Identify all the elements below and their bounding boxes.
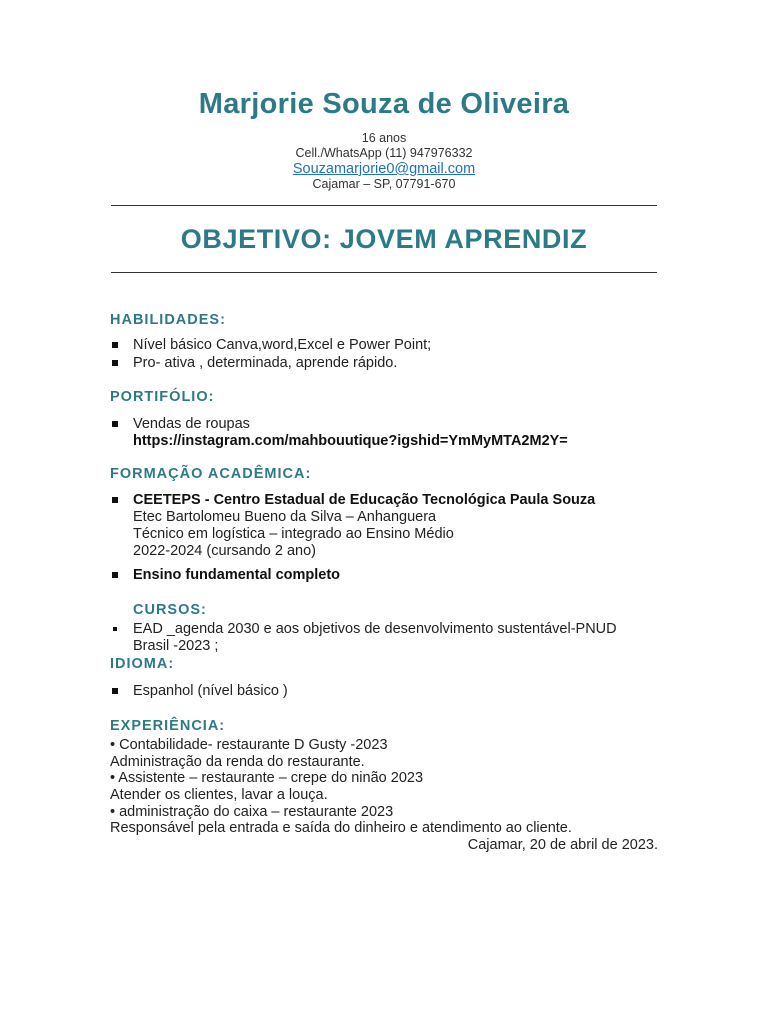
skill-item: Pro- ativa , determinada, aprende rápido. — [133, 355, 398, 371]
school-detail: Etec Bartolomeu Bueno da Silva – Anhanguera — [133, 509, 437, 525]
skill-item: Nível básico Canva,word,Excel e Power Point; — [133, 337, 432, 353]
objective-title: OBJETIVO: JOVEM APRENDIZ — [180, 224, 588, 254]
age: 16 anos — [361, 131, 407, 145]
experience-line: • Assistente – restaurante – crepe do ninão 2023 — [110, 770, 424, 786]
experience-line: Atender os clientes, lavar a louça. — [110, 787, 328, 803]
email-link[interactable]: Souzamarjorie0@gmail.com — [292, 161, 476, 177]
experience-line: Administração da renda do restaurante. — [110, 754, 365, 770]
skills-heading: HABILIDADES: — [110, 312, 226, 328]
experience-line: • Contabilidade- restaurante D Gusty -2023 — [110, 737, 388, 753]
divider-bottom — [111, 272, 657, 273]
candidate-name: Marjorie Souza de Oliveira — [198, 88, 570, 120]
divider-top — [111, 205, 657, 206]
language-heading: IDIOMA: — [110, 656, 175, 672]
signature-date: Cajamar, 20 de abril de 2023. — [467, 837, 658, 853]
address: Cajamar – SP, 07791-670 — [312, 177, 456, 191]
portfolio-link[interactable]: https://instagram.com/mahbouutique?igshid=YmMyMTA2M2Y= — [133, 433, 568, 449]
bullet-icon — [112, 342, 118, 348]
school-name: CEETEPS - Centro Estadual de Educação Tecnológica Paula Souza — [133, 492, 596, 508]
bullet-icon — [112, 421, 118, 427]
language-item: Espanhol (nível básico ) — [133, 683, 288, 699]
bullet-icon — [112, 497, 118, 503]
course-item-cont: Brasil -2023 ; — [133, 638, 219, 654]
bullet-icon — [112, 688, 118, 694]
bullet-icon — [112, 360, 118, 366]
phone: Cell./WhatsApp (11) 947976332 — [295, 146, 473, 160]
courses-heading: CURSOS: — [133, 602, 207, 618]
portfolio-item: Vendas de roupas — [133, 416, 250, 432]
school-detail: Técnico em logística – integrado ao Ensino Médio — [133, 526, 454, 542]
school-detail: 2022-2024 (cursando 2 ano) — [133, 543, 316, 559]
course-item: EAD _agenda 2030 e aos objetivos de desenvolvimento sustentável-PNUD — [133, 621, 617, 637]
bullet-icon — [112, 572, 118, 578]
experience-heading: EXPERIÊNCIA: — [110, 718, 226, 734]
bullet-icon — [113, 627, 117, 631]
education-heading: FORMAÇÃO ACADÊMICA: — [110, 466, 312, 482]
experience-line: • administração do caixa – restaurante 2023 — [110, 804, 394, 820]
portfolio-heading: PORTIFÓLIO: — [110, 389, 215, 405]
experience-line: Responsável pela entrada e saída do dinheiro e atendimento ao cliente. — [110, 820, 572, 836]
elementary-school: Ensino fundamental completo — [133, 567, 341, 583]
